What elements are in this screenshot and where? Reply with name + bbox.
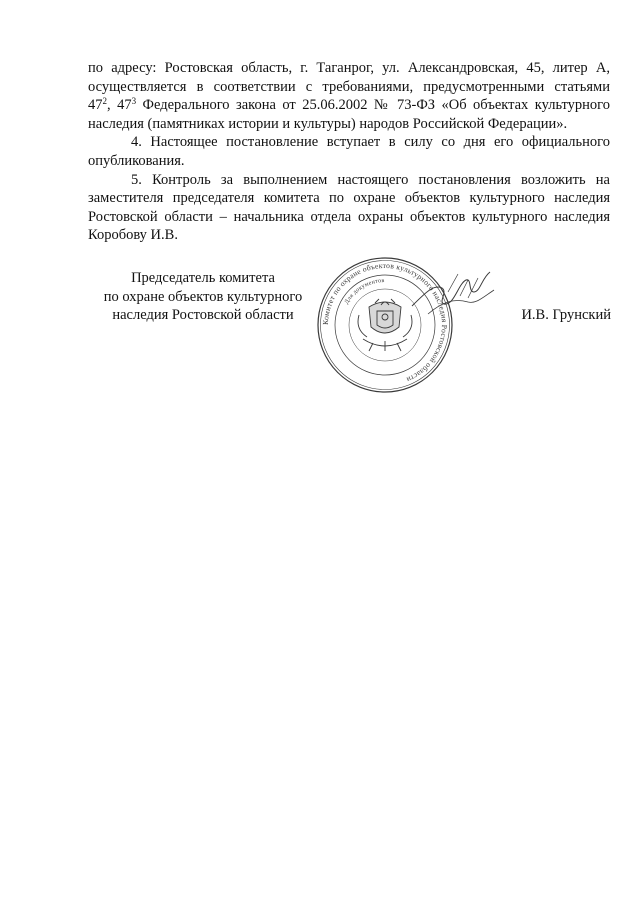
article-separator: , 47 [107, 97, 132, 114]
signatory-title [86, 269, 320, 325]
law-reference: Федерального закона от 25.06.2002 № 73-ФЗ «Об объектах культурного [136, 97, 611, 114]
paragraph-address [88, 59, 610, 133]
paragraph-4: 4. Настоящее постановление вступает в силу со дня его официального опубликования. [88, 134, 610, 169]
document-body [88, 59, 610, 245]
seal-inner-text: Для документов [343, 277, 385, 306]
address-line-2: осуществляется в соответствии с требованиями, предусмотренными статьями [88, 78, 610, 95]
address-line-1: по адресу: Ростовская область, г. Таганрог, ул. Александровская, 45, литер А, [88, 60, 610, 76]
address-line-4: наследия (памятниках истории и культуры) народов Российской Федерации». [88, 115, 568, 132]
seal-outer-text: Комитет по охране объектов культурного наследия Ростовской области [320, 260, 450, 385]
coat-of-arms-icon [358, 299, 412, 351]
signatory-title-line: по охране объектов культурного [103, 288, 303, 305]
signatory-title-line: наследия Ростовской области [112, 307, 294, 324]
article-superscript: 3 [131, 96, 137, 107]
article-number: 47 [88, 97, 103, 114]
paragraph-5: 5. Контроль за выполнением настоящего постановления возложить на заместителя председателя комитета по охране объектов культурного наследия Ростовской области – начальника отдела охраны объектов культурного наследия Коробову И.В. [88, 171, 610, 244]
signatory-name: И.В. Грунский [521, 307, 611, 323]
handwritten-signature-icon [408, 262, 498, 332]
signatory-title-line: Председатель комитета [131, 270, 275, 286]
article-superscript: 2 [102, 96, 107, 107]
address-line-3 [88, 96, 610, 115]
